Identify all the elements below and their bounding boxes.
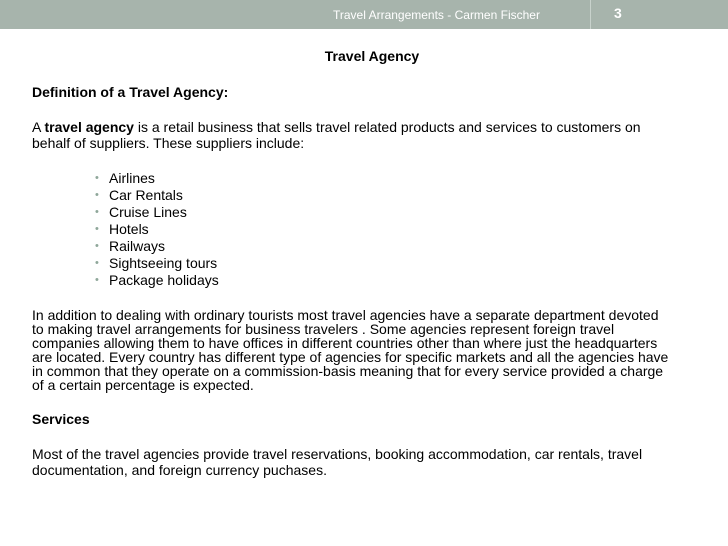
services-paragraph: Most of the travel agencies provide travel reservations, booking accommodation, car rentals, travel documentation, and foreign currency puchases. [32,446,643,478]
list-item-label: Package holidays [109,272,219,288]
list-item [95,170,672,187]
list-item [95,272,672,289]
bullet-icon: • [95,240,99,252]
definition-text: is a retail business that sells travel related products and services to customers on behalf of suppliers. These suppliers include: [32,119,641,151]
list-item-label: Hotels [109,221,149,237]
services-heading: Services [32,411,90,427]
definition-heading: Definition of a Travel Agency: [32,84,229,100]
bullet-icon: • [95,257,99,269]
slide-header-bar [0,0,728,29]
bullet-icon: • [95,206,99,218]
list-item [95,187,672,204]
document-title: Travel Agency [324,48,420,64]
list-item-label: Railways [109,238,166,254]
bullet-icon: • [95,223,99,235]
list-item [95,238,672,255]
list-item [95,255,672,272]
header-divider [590,0,591,29]
list-item-label: Cruise Lines [109,204,187,220]
bullet-icon: • [95,172,99,184]
list-item [95,204,672,221]
definition-prefix: A [32,119,45,135]
list-item-label: Airlines [109,170,155,186]
bullet-icon: • [95,274,99,286]
definition-paragraph [32,119,672,151]
definition-term: travel agency [44,119,134,135]
list-item [95,221,672,238]
list-item-label: Car Rentals [109,187,183,203]
slide-content [32,48,672,497]
supplier-list [32,170,672,289]
list-item-label: Sightseeing tours [109,255,218,271]
slide-header-title: Travel Arrangements - Carmen Fischer [333,8,540,22]
slide-page-number: 3 [614,5,622,21]
bullet-icon: • [95,189,99,201]
business-travel-paragraph: In addition to dealing with ordinary tourists most travel agencies have a separate department devoted to making travel arrangements for business travelers . Some agencies represent foreign travel companies allowing them to have offices in different countries other than where just the headquarters are located. Every country has different type of agencies for specific markets and all the agencies have in common that they operate on a commission-basis meaning that for every service provided a charge of a certain percentage is expected. [32,307,669,393]
